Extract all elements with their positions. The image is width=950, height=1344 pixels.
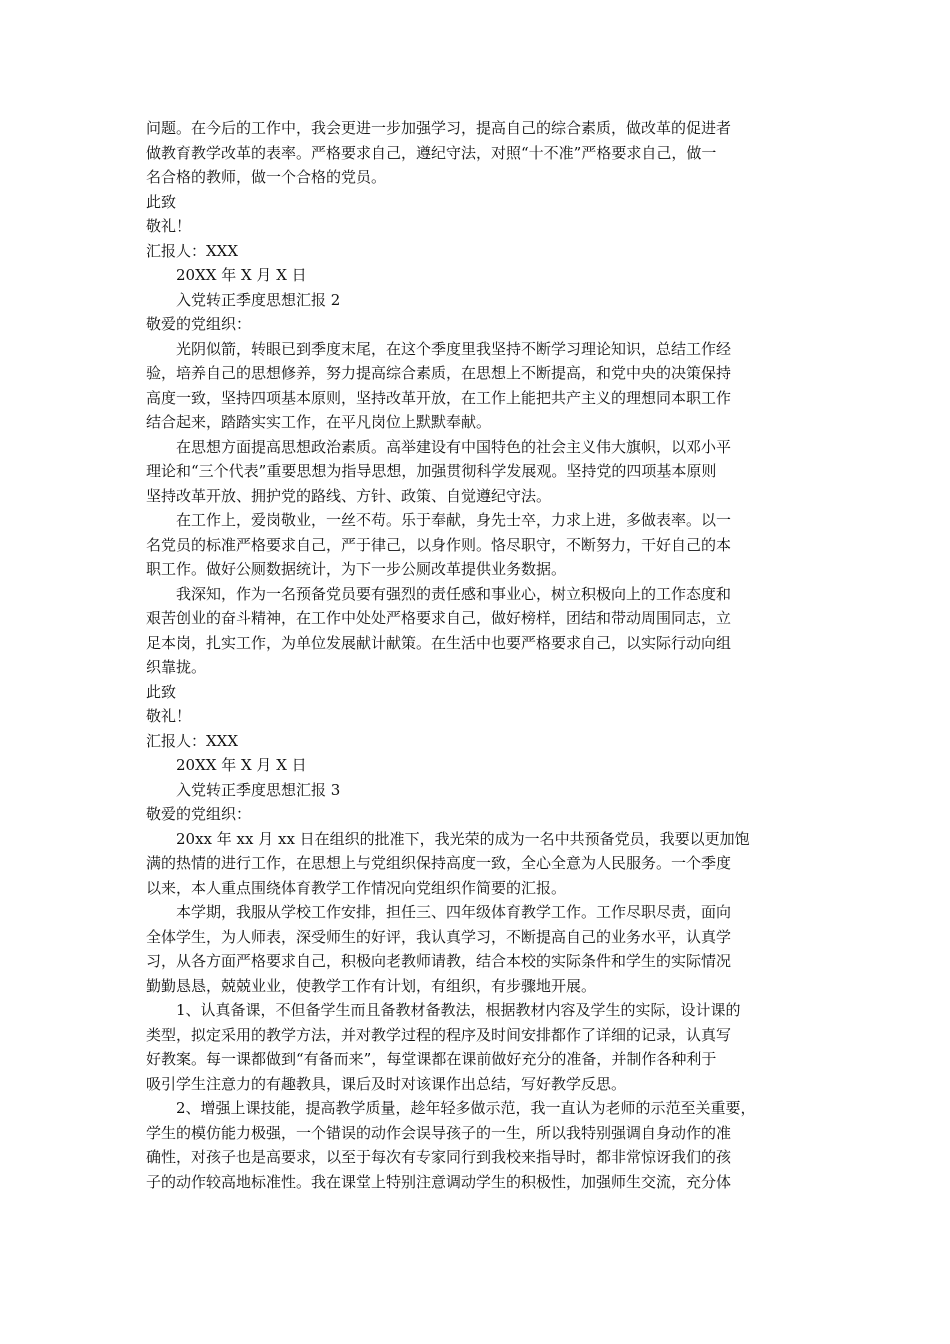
date-line: 20XX 年 X 月 X 日 <box>176 266 307 284</box>
text-line: 名合格的教师，做一个合格的党员。 <box>146 168 387 186</box>
text-line: 光阴似箭，转眼已到季度末尾，在这个季度里我坚持不断学习理论知识，总结工作经 <box>176 339 732 358</box>
text-line: 20xx 年 xx 月 xx 日在组织的批准下，我光荣的成为一名中共预备党员，我要以更加饱 <box>176 829 750 848</box>
text-line: 结合起来，踏踏实实工作，在平凡岗位上默默奉献。 <box>146 413 492 431</box>
paragraph <box>146 1096 810 1194</box>
reporter-line: 汇报人：XXX <box>146 731 239 750</box>
document-page <box>146 116 810 1194</box>
text-line: 足本岗，扎实工作，为单位发展献计献策。在生活中也要严格要求自己，以实际行动向组 <box>146 633 732 652</box>
paragraph <box>146 435 810 509</box>
text-line: 我深知，作为一名预备党员要有强烈的责任感和事业心，树立积极向上的工作态度和 <box>176 584 732 603</box>
section-title: 入党转正季度思想汇报 3 <box>176 780 341 799</box>
paragraph <box>146 582 810 680</box>
section1-paragraph <box>146 116 810 190</box>
closing-cizhi: 此致 <box>146 682 177 701</box>
text-line: 本学期，我服从学校工作安排，担任三、四年级体育教学工作。工作尽职尽责，面向 <box>176 903 732 921</box>
text-line: 子的动作较高地标准性。我在课堂上特别注意调动学生的积极性，加强师生交流，充分体 <box>146 1172 732 1191</box>
salutation: 敬爱的党组织： <box>146 805 252 823</box>
text-line: 做教育教学改革的表率。严格要求自己，遵纪守法，对照“十不准”严格要求自己，做一 <box>146 143 717 162</box>
text-line: 艰苦创业的奋斗精神，在工作中处处严格要求自己，做好榜样，团结和带动周围同志，立 <box>146 609 732 627</box>
section-title: 入党转正季度思想汇报 2 <box>176 290 341 309</box>
text-line: 习，从各方面严格要求自己，积极向老教师请教，结合本校的实际条件和学生的实际情况 <box>146 952 732 970</box>
paragraph <box>146 827 810 901</box>
text-line: 问题。在今后的工作中，我会更进一步加强学习，提高自己的综合素质，做改革的促进者 <box>146 119 732 137</box>
text-line: 类型，拟定采用的教学方法，并对教学过程的程序及时间安排都作了详细的记录，认真写 <box>146 1025 732 1044</box>
text-line: 职工作。做好公厕数据统计，为下一步公厕改革提供业务数据。 <box>146 560 567 578</box>
paragraph <box>146 900 810 998</box>
text-line: 高度一致，坚持四项基本原则，坚持改革开放，在工作上能把共产主义的理想同本职工作 <box>146 388 732 407</box>
paragraph <box>146 998 810 1096</box>
paragraph <box>146 337 810 435</box>
text-line: 2、增强上课技能，提高教学质量，趁年轻多做示范，我一直认为老师的示范至关重要， <box>176 1099 756 1117</box>
text-line: 1、认真备课，不但备学生而且备教材备教法，根据教材内容及学生的实际，设计课的 <box>176 1001 741 1019</box>
text-line: 好教案。每一课都做到“有备而来”，每堂课都在课前做好充分的准备，并制作各种利于 <box>146 1050 717 1068</box>
text-line: 学生的模仿能力极强，一个错误的动作会误导孩子的一生，所以我特别强调自身动作的准 <box>146 1123 732 1142</box>
closing-cizhi: 此致 <box>146 192 177 211</box>
text-line: 在思想方面提高思想政治素质。高举建设有中国特色的社会主义伟大旗帜，以邓小平 <box>176 437 732 456</box>
closing-jingli: 敬礼！ <box>146 217 192 235</box>
text-line: 坚持改革开放、拥护党的路线、方针、政策、自觉遵纪守法。 <box>146 486 552 505</box>
text-line: 吸引学生注意力的有趣教具，课后及时对该课作出总结，写好教学反思。 <box>146 1074 627 1093</box>
text-line: 以来，本人重点围绕体育教学工作情况向党组织作简要的汇报。 <box>146 878 567 897</box>
closing-jingli: 敬礼！ <box>146 707 192 725</box>
text-line: 理论和“三个代表”重要思想为指导思想，加强贯彻科学发展观。坚持党的四项基本原则 <box>146 462 717 480</box>
text-line: 验，培养自己的思想修养，努力提高综合素质，在思想上不断提高，和党中央的决策保持 <box>146 364 732 382</box>
reporter-line: 汇报人：XXX <box>146 241 239 260</box>
text-line: 确性，对孩子也是高要求，以至于每次有专家同行到我校来指导时，都非常惊讶我们的孩 <box>146 1148 732 1166</box>
text-line: 勤勤恳恳，兢兢业业，使教学工作有计划，有组织，有步骤地开展。 <box>146 976 597 995</box>
text-line: 全体学生，为人师表，深受师生的好评，我认真学习，不断提高自己的业务水平，认真学 <box>146 927 732 946</box>
salutation: 敬爱的党组织： <box>146 315 252 333</box>
text-line: 织靠拢。 <box>146 658 207 676</box>
text-line: 名党员的标准严格要求自己，严于律己，以身作则。恪尽职守，不断努力，干好自己的本 <box>146 535 732 554</box>
paragraph <box>146 508 810 582</box>
text-line: 在工作上，爱岗敬业，一丝不苟。乐于奉献，身先士卒，力求上进，多做表率。以一 <box>176 511 732 529</box>
text-line: 满的热情的进行工作，在思想上与党组织保持高度一致，全心全意为人民服务。一个季度 <box>146 854 732 872</box>
date-line: 20XX 年 X 月 X 日 <box>176 756 307 774</box>
